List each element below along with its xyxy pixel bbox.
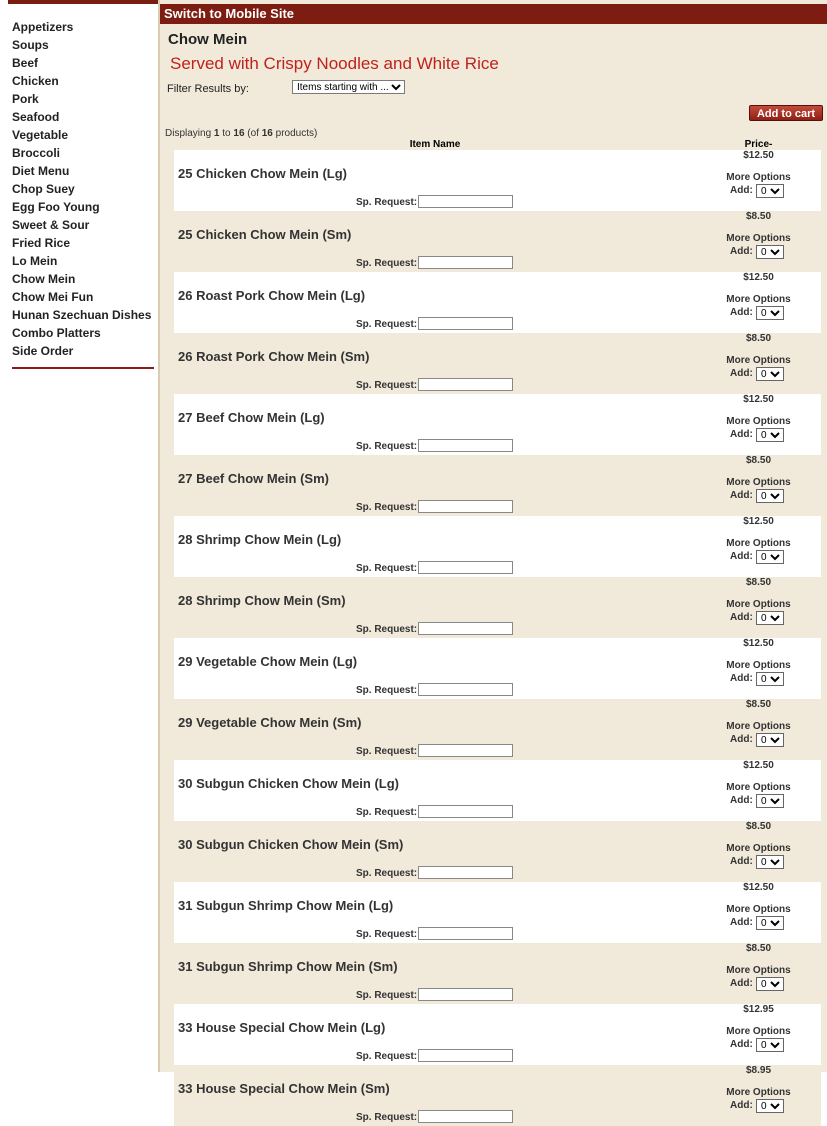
special-request-label: Sp. Request: [356, 1112, 418, 1123]
sidebar-item[interactable]: Lo Mein [12, 254, 58, 268]
product-row [174, 821, 821, 882]
more-options-link[interactable]: More Options [726, 355, 791, 366]
special-request-input[interactable] [418, 195, 513, 208]
product-row [174, 699, 821, 760]
add-label: Add: [730, 551, 753, 562]
product-price: $12.50 [743, 150, 774, 161]
more-options-link[interactable]: More Options [726, 1087, 791, 1098]
special-request-label: Sp. Request: [356, 563, 418, 574]
quantity-select[interactable] [756, 611, 784, 625]
add-label: Add: [730, 917, 753, 928]
product-name: 26 Roast Pork Chow Mein (Sm) [178, 349, 370, 364]
add-label: Add: [730, 734, 753, 745]
more-options-link[interactable]: More Options [726, 1026, 791, 1037]
product-price: $12.50 [743, 760, 774, 771]
product-name: 29 Vegetable Chow Mein (Lg) [178, 654, 358, 669]
product-name: 28 Shrimp Chow Mein (Lg) [178, 532, 342, 547]
add-label: Add: [730, 1100, 753, 1111]
special-request-label: Sp. Request: [356, 929, 418, 940]
more-options-link[interactable]: More Options [726, 843, 791, 854]
result-count [165, 128, 317, 139]
product-row [174, 943, 821, 1004]
product-price: $12.50 [743, 882, 774, 893]
special-request-label: Sp. Request: [356, 868, 418, 879]
special-request-input[interactable] [418, 378, 513, 391]
add-label: Add: [730, 673, 753, 684]
main-content [158, 0, 827, 1123]
add-label: Add: [730, 429, 753, 440]
special-request-input[interactable] [418, 927, 513, 940]
quantity-select[interactable] [756, 794, 784, 808]
sidebar-item[interactable]: Seafood [12, 110, 60, 124]
quantity-select[interactable] [756, 916, 784, 930]
special-request-input[interactable] [418, 500, 513, 513]
special-request-label: Sp. Request: [356, 502, 418, 513]
quantity-select[interactable] [756, 245, 784, 259]
special-request-label: Sp. Request: [356, 746, 418, 757]
product-row [174, 394, 821, 455]
special-request-input[interactable] [418, 683, 513, 696]
sidebar-top-bar [8, 0, 158, 4]
more-options-link[interactable]: More Options [726, 172, 791, 183]
product-price: $8.50 [745, 821, 772, 832]
special-request-label: Sp. Request: [356, 258, 418, 269]
product-name: 28 Shrimp Chow Mein (Sm) [178, 593, 346, 608]
product-price: $8.50 [745, 577, 772, 588]
result-count-total: 16 [261, 128, 273, 139]
quantity-select[interactable] [756, 733, 784, 747]
product-price: $12.50 [743, 394, 774, 405]
sidebar-item[interactable]: Side Order [12, 344, 74, 358]
more-options-link[interactable]: More Options [726, 294, 791, 305]
product-name: 31 Subgun Shrimp Chow Mein (Sm) [178, 959, 398, 974]
more-options-link[interactable]: More Options [726, 782, 791, 793]
add-label: Add: [730, 612, 753, 623]
add-label: Add: [730, 368, 753, 379]
product-price: $12.95 [743, 1004, 774, 1015]
product-name: 33 House Special Chow Mein (Sm) [178, 1081, 390, 1096]
product-name: 29 Vegetable Chow Mein (Sm) [178, 715, 362, 730]
product-name: 25 Chicken Chow Mein (Sm) [178, 227, 352, 242]
quantity-select[interactable] [756, 367, 784, 381]
product-row [174, 150, 821, 211]
product-row [174, 455, 821, 516]
sidebar-item[interactable]: Chow Mein [12, 272, 76, 286]
quantity-select[interactable] [756, 1038, 784, 1052]
sidebar-item[interactable]: Egg Foo Young [12, 200, 100, 214]
more-options-link[interactable]: More Options [726, 599, 791, 610]
quantity-select[interactable] [756, 855, 784, 869]
add-label: Add: [730, 490, 753, 501]
more-options-link[interactable]: More Options [726, 416, 791, 427]
product-price: $12.50 [743, 516, 774, 527]
result-count-suffix: products) [275, 128, 318, 139]
filter-label: Filter Results by: [167, 83, 249, 95]
category-sidebar [0, 0, 158, 1072]
product-price: $8.50 [745, 699, 772, 710]
special-request-input[interactable] [418, 866, 513, 879]
quantity-select[interactable] [756, 672, 784, 686]
special-request-label: Sp. Request: [356, 319, 418, 330]
more-options-link[interactable]: More Options [726, 904, 791, 915]
filter-select[interactable] [292, 80, 405, 94]
product-name: 30 Subgun Chicken Chow Mein (Lg) [178, 776, 399, 791]
page-subtitle: Served with Crispy Noodles and White Rice [170, 54, 499, 73]
quantity-select[interactable] [756, 489, 784, 503]
result-count-prefix: Displaying [165, 128, 212, 139]
special-request-label: Sp. Request: [356, 1051, 418, 1062]
product-row [174, 272, 821, 333]
quantity-select[interactable] [756, 306, 784, 320]
product-price: $8.95 [745, 1065, 772, 1076]
more-options-link[interactable]: More Options [726, 538, 791, 549]
special-request-label: Sp. Request: [356, 624, 418, 635]
sidebar-item[interactable]: Broccoli [12, 146, 61, 160]
product-name: 25 Chicken Chow Mein (Lg) [178, 166, 348, 181]
product-row [174, 882, 821, 943]
product-name: 27 Beef Chow Mein (Lg) [178, 410, 325, 425]
special-request-input[interactable] [418, 256, 513, 269]
product-name: 31 Subgun Shrimp Chow Mein (Lg) [178, 898, 394, 913]
product-row [174, 1065, 821, 1126]
special-request-label: Sp. Request: [356, 807, 418, 818]
mobile-site-bar [160, 4, 827, 24]
special-request-label: Sp. Request: [356, 197, 418, 208]
product-row [174, 577, 821, 638]
product-name: 27 Beef Chow Mein (Sm) [178, 471, 329, 486]
special-request-input[interactable] [418, 439, 513, 452]
sidebar-item[interactable]: Chow Mei Fun [12, 290, 94, 304]
special-request-label: Sp. Request: [356, 990, 418, 1001]
product-name: 33 House Special Chow Mein (Lg) [178, 1020, 386, 1035]
sidebar-item[interactable]: Fried Rice [12, 236, 71, 250]
quantity-select[interactable] [756, 550, 784, 564]
product-row [174, 333, 821, 394]
product-name: 30 Subgun Chicken Chow Mein (Sm) [178, 837, 404, 852]
add-label: Add: [730, 856, 753, 867]
product-price: $12.50 [743, 638, 774, 649]
quantity-select[interactable] [756, 1099, 784, 1113]
more-options-link[interactable]: More Options [726, 233, 791, 244]
sidebar-item[interactable]: Soups [12, 38, 49, 52]
special-request-input[interactable] [418, 622, 513, 635]
special-request-input[interactable] [418, 1049, 513, 1062]
product-list [174, 150, 821, 1126]
column-header-item-name: Item Name [409, 139, 461, 150]
product-row [174, 760, 821, 821]
product-price: $8.50 [745, 455, 772, 466]
add-label: Add: [730, 246, 753, 257]
special-request-label: Sp. Request: [356, 441, 418, 452]
special-request-input[interactable] [418, 317, 513, 330]
category-list [12, 19, 154, 361]
product-row [174, 638, 821, 699]
result-count-from: 1 [213, 128, 220, 139]
sidebar-item[interactable]: Beef [12, 56, 39, 70]
special-request-input[interactable] [418, 988, 513, 1001]
sidebar-item[interactable]: Chop Suey [12, 182, 75, 196]
special-request-input[interactable] [418, 1110, 513, 1123]
result-count-to-word: to [222, 128, 231, 139]
special-request-label: Sp. Request: [356, 685, 418, 696]
add-to-cart-button[interactable]: Add to cart [749, 105, 823, 121]
sidebar-divider [12, 367, 154, 369]
result-count-to: 16 [233, 128, 245, 139]
product-row [174, 516, 821, 577]
quantity-select[interactable] [756, 428, 784, 442]
sidebar-item[interactable]: Appetizers [12, 20, 74, 34]
sidebar-item[interactable]: Pork [12, 92, 39, 106]
product-row [174, 211, 821, 272]
more-options-link[interactable]: More Options [726, 477, 791, 488]
sidebar-item[interactable]: Diet Menu [12, 164, 70, 178]
sidebar-item[interactable]: Sweet & Sour [12, 218, 90, 232]
column-header-price: Price- [744, 139, 773, 150]
special-request-label: Sp. Request: [356, 380, 418, 391]
result-count-of: (of [247, 128, 259, 139]
add-label: Add: [730, 795, 753, 806]
sidebar-item[interactable]: Hunan Szechuan Dishes [12, 308, 152, 322]
page-title: Chow Mein [168, 31, 248, 48]
add-label: Add: [730, 978, 753, 989]
product-price: $8.50 [745, 333, 772, 344]
product-price: $8.50 [745, 211, 772, 222]
add-label: Add: [730, 185, 753, 196]
product-row [174, 1004, 821, 1065]
add-label: Add: [730, 1039, 753, 1050]
quantity-select[interactable] [756, 184, 784, 198]
quantity-select[interactable] [756, 977, 784, 991]
sidebar-item[interactable]: Combo Platters [12, 326, 101, 340]
special-request-input[interactable] [418, 805, 513, 818]
product-price: $12.50 [743, 272, 774, 283]
product-price: $8.50 [745, 943, 772, 954]
sidebar-item[interactable]: Vegetable [12, 128, 69, 142]
switch-to-mobile-link[interactable]: Switch to Mobile Site [164, 6, 295, 21]
sidebar-item[interactable]: Chicken [12, 74, 59, 88]
product-name: 26 Roast Pork Chow Mein (Lg) [178, 288, 366, 303]
more-options-link[interactable]: More Options [726, 660, 791, 671]
more-options-link[interactable]: More Options [726, 965, 791, 976]
special-request-input[interactable] [418, 744, 513, 757]
add-label: Add: [730, 307, 753, 318]
special-request-input[interactable] [418, 561, 513, 574]
more-options-link[interactable]: More Options [726, 721, 791, 732]
